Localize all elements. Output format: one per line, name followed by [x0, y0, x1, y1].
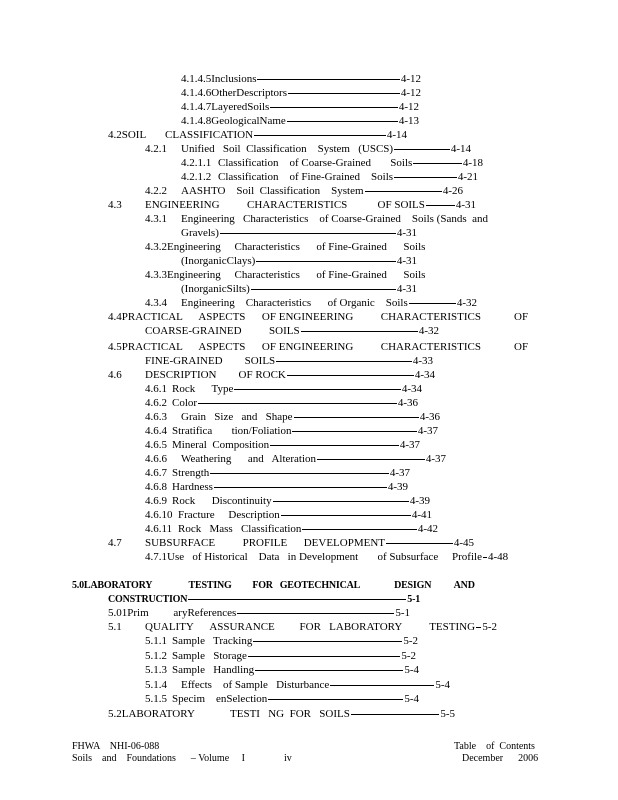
toc-entry-number: 5.1.5: [145, 693, 167, 705]
toc-section-entry: [108, 537, 474, 550]
toc-entry-number: 5.1: [108, 621, 122, 633]
toc-entry-page: 4-26: [442, 185, 463, 197]
toc-entry-page: 4-42: [417, 523, 438, 535]
dot-leader: [253, 641, 402, 642]
toc-entry-title: Mineral Composition: [172, 439, 270, 451]
toc-entry-page: 4-12: [400, 87, 421, 99]
toc-entry-title: Classification of Fine-Grained Soils: [218, 171, 394, 183]
dot-leader: [255, 670, 403, 671]
toc-entry-page: 4-31: [396, 283, 417, 295]
toc-entry-number: 4.6.7: [145, 467, 167, 479]
toc-entry-number: 4.2.2: [145, 185, 167, 197]
toc-entry: [181, 157, 483, 170]
dot-leader: [294, 417, 419, 418]
toc-entry-title: Engineering Characteristics of Organic Soils: [181, 297, 408, 309]
dot-leader: [281, 515, 411, 516]
toc-entry: [145, 467, 410, 480]
dot-leader: [198, 403, 397, 404]
dot-leader: [273, 501, 409, 502]
footer-left-line2: Soils and Foundations – Volume I: [72, 753, 245, 764]
toc-entry-number: 5.1.1: [145, 635, 167, 647]
toc-entry: [145, 397, 418, 410]
toc-entry-number: 4.6.8: [145, 481, 167, 493]
toc-entry-continuation: [145, 355, 433, 368]
toc-entry-page: 4-33: [412, 355, 433, 367]
toc-entry-page: 5-4: [404, 664, 419, 676]
toc-entry-title: Engineering Characteristics of Fine-Grained Soils: [167, 241, 426, 253]
toc-entry-page: 4-37: [417, 425, 438, 437]
toc-entry-page: 4-39: [409, 495, 430, 507]
dot-leader: [248, 656, 400, 657]
toc-entry-page: 4-14: [450, 143, 471, 155]
toc-entry-number: 4.6.2: [145, 397, 167, 409]
dot-leader: [409, 303, 456, 304]
toc-entry: [145, 425, 438, 438]
toc-entry-number: 4.3.1: [145, 213, 167, 225]
toc-entry-number: 5.0: [72, 580, 84, 591]
toc-entry-page: 4-14: [386, 129, 407, 141]
toc-chapter-entry: [72, 579, 475, 592]
toc-entry-title: Fracture Description: [178, 509, 280, 521]
toc-entry-title: DESCRIPTION OF ROCK: [145, 369, 286, 381]
toc-entry-page: 4-36: [397, 397, 418, 409]
toc-section-entry: [108, 341, 529, 354]
toc-entry-page: 4-34: [401, 383, 422, 395]
toc-entry-number: 5.1.2: [145, 650, 167, 662]
dot-leader: [483, 557, 487, 558]
toc-entry: [145, 679, 450, 692]
toc-entry: [145, 297, 477, 310]
dot-leader: [270, 107, 398, 108]
toc-entry-title: Engineering Characteristics of Fine-Grained Soils: [167, 269, 426, 281]
toc-entry-title: Hardness: [172, 481, 213, 493]
toc-entry: [181, 101, 419, 114]
toc-entry-title: 4.1.4.6OtherDescriptors: [181, 87, 288, 99]
toc-entry-number: 4.2.1.2: [181, 171, 212, 183]
toc-entry-number: 4.2.1: [145, 143, 167, 155]
toc-entry-page: 4-39: [387, 481, 408, 493]
toc-entry-title: Use of Historical Data in Development of Subsurface Profile: [167, 551, 482, 563]
toc-entry-number: 5.1.4: [145, 679, 167, 691]
toc-entry-page: 4-12: [398, 101, 419, 113]
toc-entry-title: Sample Handling: [172, 664, 255, 676]
footer-page-number: iv: [284, 753, 292, 764]
toc-entry-title: Unified Soil Classification System (USCS): [181, 143, 394, 155]
toc-entry-title: Classification of Coarse-Grained Soils: [218, 157, 413, 169]
toc-entry-number: 4.7: [108, 537, 122, 549]
toc-entry-continuation: [108, 593, 420, 606]
toc-entry: [145, 453, 446, 466]
toc-entry-page: 5-5: [440, 708, 455, 720]
toc-entry: [145, 213, 489, 226]
toc-entry: [145, 650, 416, 663]
toc-entry-page: 4-31: [396, 227, 417, 239]
toc-entry-title: 5.2LABORATORY TESTI NG FOR SOILS: [108, 708, 350, 720]
toc-entry-page: 4-36: [419, 411, 440, 423]
toc-entry: [145, 523, 438, 536]
toc-entry-page: 4-31: [455, 199, 476, 211]
dot-leader: [292, 431, 416, 432]
toc-entry-title: QUALITY ASSURANCE FOR LABORATORY TESTING: [145, 621, 476, 633]
toc-entry-number: 4.6.1: [145, 383, 167, 395]
toc-entry: [181, 171, 478, 184]
toc-entry-continuation: [181, 255, 417, 268]
toc-entry-title: 4.2SOIL CLASSIFICATION: [108, 129, 254, 141]
dot-leader: [413, 163, 462, 164]
toc-section-entry: [108, 311, 529, 324]
toc-entry-title: Weathering and Alteration: [181, 453, 317, 465]
toc-entry: [181, 73, 421, 86]
toc-entry-number: 4.5: [108, 341, 122, 353]
toc-entry-number: 4.6.4: [145, 425, 167, 437]
toc-entry-number: 4.6: [108, 369, 122, 381]
toc-entry-title: Grain Size and Shape: [181, 411, 293, 423]
toc-entry-number: 4.6.10: [145, 509, 173, 521]
dot-leader: [426, 205, 455, 206]
dot-leader: [287, 375, 414, 376]
toc-entry-number: 4.2.1.1: [181, 157, 212, 169]
toc-entry-page: 5-4: [404, 693, 419, 705]
toc-entry: [181, 87, 421, 100]
toc-entry: [145, 185, 463, 198]
toc-entry-title: (InorganicSilts): [181, 283, 250, 295]
toc-entry-number: 4.3.4: [145, 297, 167, 309]
dot-leader: [257, 79, 399, 80]
toc-section-entry: [108, 607, 410, 620]
toc-entry-number: 4.6.9: [145, 495, 167, 507]
toc-entry: [145, 693, 419, 706]
toc-section-entry: [108, 708, 455, 721]
toc-entry-number: 4.6.11: [145, 523, 173, 535]
toc-entry: [145, 383, 422, 396]
dot-leader: [251, 289, 396, 290]
toc-entry-title: (InorganicClays): [181, 255, 256, 267]
footer-right-line1: Table of Contents: [454, 741, 535, 752]
toc-entry-title: AASHTO Soil Classification System: [181, 185, 364, 197]
footer-right-line2: December 2006: [462, 753, 539, 764]
toc-entry-page: 4-13: [398, 115, 419, 127]
dot-leader: [317, 459, 425, 460]
toc-entry: [145, 439, 420, 452]
toc-entry-number: 4.6.3: [145, 411, 167, 423]
toc-entry-number: 5.1.3: [145, 664, 167, 676]
toc-section-entry: [108, 369, 435, 382]
toc-entry-page: 4-48: [487, 551, 509, 563]
toc-entry-page: 5-2: [482, 621, 497, 633]
toc-entry-page: 5-1: [395, 607, 410, 619]
toc-entry-page: 5-2: [403, 635, 418, 647]
toc-entry-title: Specim enSelection: [172, 693, 268, 705]
toc-entry-continuation: [181, 227, 417, 240]
toc-entry: [181, 115, 419, 128]
toc-entry-title: Sample Storage: [172, 650, 247, 662]
dot-leader: [330, 685, 434, 686]
toc-entry-number: 4.7.1: [145, 551, 167, 563]
toc-entry-title: 4.1.4.8GeologicalName: [181, 115, 286, 127]
toc-entry-page: 5-1: [407, 594, 420, 605]
toc-section-entry: [108, 199, 476, 212]
dot-leader: [256, 261, 395, 262]
toc-entry-title: 4.1.4.7LayeredSoils: [181, 101, 270, 113]
toc-entry: [145, 269, 426, 282]
dot-leader: [288, 93, 400, 94]
dot-leader: [270, 445, 399, 446]
toc-entry: [145, 635, 418, 648]
toc-entry-page: 4-37: [425, 453, 446, 465]
toc-entry-page: 5-4: [435, 679, 450, 691]
dot-leader: [476, 627, 481, 628]
dot-leader: [220, 233, 396, 234]
toc-entry-title: Effects of Sample Disturbance: [181, 679, 330, 691]
toc-entry-page: 4-12: [400, 73, 421, 85]
toc-entry-title: Sample Tracking: [172, 635, 253, 647]
toc-section-entry: [108, 621, 497, 634]
toc-entry-title: PRACTICAL ASPECTS OF ENGINEERING CHARACTERISTICS OF: [121, 341, 529, 353]
dot-leader: [210, 473, 389, 474]
toc-entry-title: SUBSURFACE PROFILE DEVELOPMENT: [145, 537, 385, 549]
toc-entry-continuation: [181, 283, 417, 296]
dot-leader: [237, 613, 394, 614]
toc-entry-page: 4-37: [399, 439, 420, 451]
toc-entry-title: PRACTICAL ASPECTS OF ENGINEERING CHARACTERISTICS OF: [121, 311, 529, 323]
toc-entry-page: 4-18: [462, 157, 483, 169]
toc-entry-page: 4-21: [457, 171, 478, 183]
toc-entry-number: 4.3.2: [145, 241, 167, 253]
dot-leader: [302, 529, 416, 530]
toc-entry-title: COARSE-GRAINED SOILS: [145, 325, 300, 337]
footer-left-line1: FHWA NHI-06-088: [72, 741, 160, 752]
toc-entry-page: 4-45: [453, 537, 474, 549]
dot-leader: [351, 714, 440, 715]
toc-entry-title: 4.1.4.5Inclusions: [181, 73, 257, 85]
toc-entry-title: 5.01Prim aryReferences: [108, 607, 237, 619]
toc-entry-title: Engineering Characteristics of Coarse-Grained Soils (Sands and: [181, 213, 489, 225]
toc-entry-page: 4-41: [411, 509, 432, 521]
toc-entry: [145, 143, 471, 156]
toc-entry-number: 4.6.6: [145, 453, 167, 465]
toc-entry-title: Strength: [172, 467, 210, 479]
dot-leader: [276, 361, 412, 362]
toc-entry-continuation: [145, 325, 439, 338]
toc-entry-title: Rock Type: [172, 383, 234, 395]
toc-section-entry: [108, 129, 407, 142]
toc-entry-title: FINE-GRAINED SOILS: [145, 355, 276, 367]
toc-entry-title: Gravels): [181, 227, 219, 239]
dot-leader: [214, 487, 387, 488]
dot-leader: [394, 149, 450, 150]
toc-entry-title: CONSTRUCTION: [108, 594, 188, 605]
dot-leader: [234, 389, 400, 390]
toc-entry: [145, 495, 430, 508]
toc-entry: [145, 241, 426, 254]
dot-leader: [365, 191, 442, 192]
toc-entry-number: 4.4: [108, 311, 122, 323]
toc-entry-page: 4-37: [389, 467, 410, 479]
toc-entry-page: 4-34: [414, 369, 435, 381]
dot-leader: [287, 121, 398, 122]
dot-leader: [268, 699, 403, 700]
toc-entry-page: 5-2: [401, 650, 416, 662]
toc-entry-page: 4-32: [456, 297, 477, 309]
toc-entry-title: Color: [172, 397, 198, 409]
toc-entry-page: 4-32: [418, 325, 439, 337]
dot-leader: [386, 543, 453, 544]
toc-entry-title: Rock Discontinuity: [172, 495, 272, 507]
dot-leader: [254, 135, 386, 136]
toc-entry: [145, 551, 509, 564]
toc-entry: [145, 664, 419, 677]
toc-entry-number: 4.6.5: [145, 439, 167, 451]
toc-entry-number: 4.3.3: [145, 269, 167, 281]
toc-entry-title: Stratifica tion/Foliation: [172, 425, 292, 437]
toc-entry: [145, 481, 408, 494]
dot-leader: [188, 599, 406, 600]
toc-entry: [145, 509, 432, 522]
toc-entry-title: Rock Mass Classification: [178, 523, 302, 535]
dot-leader: [301, 331, 418, 332]
toc-entry-title: LABORATORY TESTING FOR GEOTECHNICAL DESIGN AND: [83, 580, 475, 591]
toc-entry-page: 4-31: [396, 255, 417, 267]
dot-leader: [394, 177, 457, 178]
toc-entry: [145, 411, 440, 424]
toc-entry-number: 4.3: [108, 199, 122, 211]
toc-entry-title: ENGINEERING CHARACTERISTICS OF SOILS: [145, 199, 425, 211]
